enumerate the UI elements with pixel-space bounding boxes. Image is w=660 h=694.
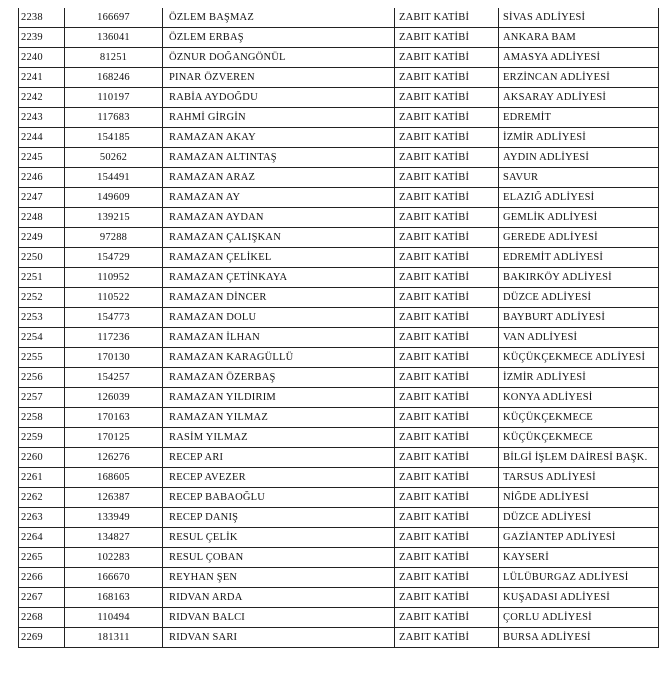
table-row	[19, 627, 659, 647]
registry-number: 133949	[65, 507, 163, 527]
registry-number: 154729	[65, 248, 163, 268]
full-name: RAMAZAN YILMAZ	[163, 407, 395, 427]
row-number: 2242	[19, 88, 65, 108]
row-number: 2252	[19, 288, 65, 308]
job-title: ZABIT KATİBİ	[395, 308, 499, 328]
table-row	[19, 48, 659, 68]
full-name: REYHAN ŞEN	[163, 567, 395, 587]
assigned-location: GEMLİK ADLİYESİ	[499, 208, 659, 228]
table-row	[19, 308, 659, 328]
registry-number: 136041	[65, 28, 163, 48]
assigned-location: ANKARA BAM	[499, 28, 659, 48]
full-name: ÖZNUR DOĞANGÖNÜL	[163, 48, 395, 68]
full-name: RAHMİ GİRGİN	[163, 108, 395, 128]
full-name: RAMAZAN DİNCER	[163, 288, 395, 308]
registry-number: 110522	[65, 288, 163, 308]
job-title: ZABIT KATİBİ	[395, 607, 499, 627]
table-row	[19, 68, 659, 88]
assigned-location: BAYBURT ADLİYESİ	[499, 308, 659, 328]
assigned-location: KÜÇÜKÇEKMECE ADLİYESİ	[499, 347, 659, 367]
table-row	[19, 487, 659, 507]
full-name: RIDVAN BALCI	[163, 607, 395, 627]
full-name: RAMAZAN YILDIRIM	[163, 387, 395, 407]
full-name: RECEP DANIŞ	[163, 507, 395, 527]
full-name: RAMAZAN ÇELİKEL	[163, 248, 395, 268]
registry-number: 134827	[65, 527, 163, 547]
row-number: 2247	[19, 188, 65, 208]
assigned-location: BİLGİ İŞLEM DAİRESİ BAŞK.	[499, 447, 659, 467]
personnel-table	[18, 8, 659, 648]
row-number: 2265	[19, 547, 65, 567]
row-number: 2256	[19, 367, 65, 387]
table-row	[19, 367, 659, 387]
assigned-location: KÜÇÜKÇEKMECE	[499, 407, 659, 427]
full-name: RIDVAN ARDA	[163, 587, 395, 607]
full-name: ÖZLEM ERBAŞ	[163, 28, 395, 48]
row-number: 2254	[19, 328, 65, 348]
registry-number: 126276	[65, 447, 163, 467]
table-row	[19, 347, 659, 367]
full-name: RIDVAN SARI	[163, 627, 395, 647]
table-row	[19, 268, 659, 288]
row-number: 2241	[19, 68, 65, 88]
full-name: RAMAZAN DOLU	[163, 308, 395, 328]
assigned-location: GAZİANTEP ADLİYESİ	[499, 527, 659, 547]
table-row	[19, 128, 659, 148]
assigned-location: BURSA ADLİYESİ	[499, 627, 659, 647]
registry-number: 110952	[65, 268, 163, 288]
full-name: ÖZLEM BAŞMAZ	[163, 8, 395, 28]
job-title: ZABIT KATİBİ	[395, 547, 499, 567]
row-number: 2257	[19, 387, 65, 407]
assigned-location: AKSARAY ADLİYESİ	[499, 88, 659, 108]
row-number: 2239	[19, 28, 65, 48]
registry-number: 126039	[65, 387, 163, 407]
table-row	[19, 208, 659, 228]
job-title: ZABIT KATİBİ	[395, 527, 499, 547]
job-title: ZABIT KATİBİ	[395, 88, 499, 108]
assigned-location: ERZİNCAN ADLİYESİ	[499, 68, 659, 88]
registry-number: 81251	[65, 48, 163, 68]
table-row	[19, 248, 659, 268]
assigned-location: EDREMİT ADLİYESİ	[499, 248, 659, 268]
full-name: RAMAZAN ÇETİNKAYA	[163, 268, 395, 288]
table-row	[19, 567, 659, 587]
registry-number: 50262	[65, 148, 163, 168]
row-number: 2264	[19, 527, 65, 547]
table-row	[19, 427, 659, 447]
job-title: ZABIT KATİBİ	[395, 347, 499, 367]
registry-number: 102283	[65, 547, 163, 567]
registry-number: 166697	[65, 8, 163, 28]
job-title: ZABIT KATİBİ	[395, 168, 499, 188]
table-row	[19, 8, 659, 28]
assigned-location: SİVAS ADLİYESİ	[499, 8, 659, 28]
job-title: ZABIT KATİBİ	[395, 367, 499, 387]
row-number: 2238	[19, 8, 65, 28]
job-title: ZABIT KATİBİ	[395, 128, 499, 148]
registry-number: 170130	[65, 347, 163, 367]
registry-number: 170163	[65, 407, 163, 427]
job-title: ZABIT KATİBİ	[395, 248, 499, 268]
registry-number: 117236	[65, 328, 163, 348]
full-name: RAMAZAN ÖZERBAŞ	[163, 367, 395, 387]
job-title: ZABIT KATİBİ	[395, 8, 499, 28]
job-title: ZABIT KATİBİ	[395, 447, 499, 467]
full-name: RECEP AVEZER	[163, 467, 395, 487]
row-number: 2267	[19, 587, 65, 607]
personnel-list-page	[18, 8, 658, 648]
row-number: 2246	[19, 168, 65, 188]
job-title: ZABIT KATİBİ	[395, 507, 499, 527]
job-title: ZABIT KATİBİ	[395, 427, 499, 447]
assigned-location: KONYA ADLİYESİ	[499, 387, 659, 407]
job-title: ZABIT KATİBİ	[395, 148, 499, 168]
assigned-location: GEREDE ADLİYESİ	[499, 228, 659, 248]
row-number: 2263	[19, 507, 65, 527]
table-row	[19, 447, 659, 467]
row-number: 2261	[19, 467, 65, 487]
table-row	[19, 527, 659, 547]
table-row	[19, 547, 659, 567]
job-title: ZABIT KATİBİ	[395, 188, 499, 208]
registry-number: 154185	[65, 128, 163, 148]
job-title: ZABIT KATİBİ	[395, 228, 499, 248]
row-number: 2268	[19, 607, 65, 627]
row-number: 2262	[19, 487, 65, 507]
full-name: RABİA AYDOĞDU	[163, 88, 395, 108]
assigned-location: AYDIN ADLİYESİ	[499, 148, 659, 168]
job-title: ZABIT KATİBİ	[395, 288, 499, 308]
assigned-location: KUŞADASI ADLİYESİ	[499, 587, 659, 607]
assigned-location: KÜÇÜKÇEKMECE	[499, 427, 659, 447]
table-row	[19, 407, 659, 427]
full-name: RESUL ÇOBAN	[163, 547, 395, 567]
row-number: 2240	[19, 48, 65, 68]
row-number: 2245	[19, 148, 65, 168]
assigned-location: ÇORLU ADLİYESİ	[499, 607, 659, 627]
full-name: RAMAZAN KARAGÜLLÜ	[163, 347, 395, 367]
job-title: ZABIT KATİBİ	[395, 487, 499, 507]
table-row	[19, 288, 659, 308]
registry-number: 168246	[65, 68, 163, 88]
row-number: 2244	[19, 128, 65, 148]
full-name: PINAR ÖZVEREN	[163, 68, 395, 88]
table-row	[19, 607, 659, 627]
assigned-location: BAKIRKÖY ADLİYESİ	[499, 268, 659, 288]
job-title: ZABIT KATİBİ	[395, 567, 499, 587]
registry-number: 149609	[65, 188, 163, 208]
full-name: RESUL ÇELİK	[163, 527, 395, 547]
job-title: ZABIT KATİBİ	[395, 627, 499, 647]
table-row	[19, 168, 659, 188]
full-name: RECEP ARI	[163, 447, 395, 467]
assigned-location: VAN ADLİYESİ	[499, 328, 659, 348]
assigned-location: AMASYA ADLİYESİ	[499, 48, 659, 68]
registry-number: 181311	[65, 627, 163, 647]
row-number: 2259	[19, 427, 65, 447]
registry-number: 110197	[65, 88, 163, 108]
full-name: RECEP BABAOĞLU	[163, 487, 395, 507]
assigned-location: DÜZCE ADLİYESİ	[499, 288, 659, 308]
job-title: ZABIT KATİBİ	[395, 268, 499, 288]
table-row	[19, 28, 659, 48]
assigned-location: İZMİR ADLİYESİ	[499, 128, 659, 148]
full-name: RAMAZAN AKAY	[163, 128, 395, 148]
job-title: ZABIT KATİBİ	[395, 328, 499, 348]
personnel-table-body	[19, 8, 659, 647]
registry-number: 154257	[65, 367, 163, 387]
table-row	[19, 188, 659, 208]
job-title: ZABIT KATİBİ	[395, 407, 499, 427]
registry-number: 139215	[65, 208, 163, 228]
registry-number: 166670	[65, 567, 163, 587]
full-name: RAMAZAN ARAZ	[163, 168, 395, 188]
assigned-location: LÜLÜBURGAZ ADLİYESİ	[499, 567, 659, 587]
assigned-location: KAYSERİ	[499, 547, 659, 567]
registry-number: 154491	[65, 168, 163, 188]
assigned-location: EDREMİT	[499, 108, 659, 128]
registry-number: 168605	[65, 467, 163, 487]
registry-number: 117683	[65, 108, 163, 128]
assigned-location: DÜZCE ADLİYESİ	[499, 507, 659, 527]
row-number: 2255	[19, 347, 65, 367]
full-name: RASİM YILMAZ	[163, 427, 395, 447]
full-name: RAMAZAN ALTINTAŞ	[163, 148, 395, 168]
registry-number: 170125	[65, 427, 163, 447]
row-number: 2266	[19, 567, 65, 587]
registry-number: 97288	[65, 228, 163, 248]
job-title: ZABIT KATİBİ	[395, 208, 499, 228]
row-number: 2249	[19, 228, 65, 248]
assigned-location: ELAZIĞ ADLİYESİ	[499, 188, 659, 208]
table-row	[19, 228, 659, 248]
assigned-location: SAVUR	[499, 168, 659, 188]
row-number: 2258	[19, 407, 65, 427]
registry-number: 110494	[65, 607, 163, 627]
row-number: 2253	[19, 308, 65, 328]
registry-number: 154773	[65, 308, 163, 328]
job-title: ZABIT KATİBİ	[395, 467, 499, 487]
full-name: RAMAZAN AYDAN	[163, 208, 395, 228]
row-number: 2269	[19, 627, 65, 647]
registry-number: 168163	[65, 587, 163, 607]
row-number: 2243	[19, 108, 65, 128]
full-name: RAMAZAN AY	[163, 188, 395, 208]
table-row	[19, 148, 659, 168]
assigned-location: NİĞDE ADLİYESİ	[499, 487, 659, 507]
assigned-location: TARSUS ADLİYESİ	[499, 467, 659, 487]
row-number: 2260	[19, 447, 65, 467]
table-row	[19, 387, 659, 407]
job-title: ZABIT KATİBİ	[395, 587, 499, 607]
table-row	[19, 108, 659, 128]
full-name: RAMAZAN ÇALIŞKAN	[163, 228, 395, 248]
row-number: 2250	[19, 248, 65, 268]
registry-number: 126387	[65, 487, 163, 507]
job-title: ZABIT KATİBİ	[395, 28, 499, 48]
full-name: RAMAZAN İLHAN	[163, 328, 395, 348]
job-title: ZABIT KATİBİ	[395, 108, 499, 128]
assigned-location: İZMİR ADLİYESİ	[499, 367, 659, 387]
table-row	[19, 88, 659, 108]
job-title: ZABIT KATİBİ	[395, 48, 499, 68]
job-title: ZABIT KATİBİ	[395, 68, 499, 88]
table-row	[19, 467, 659, 487]
table-row	[19, 328, 659, 348]
table-row	[19, 587, 659, 607]
row-number: 2248	[19, 208, 65, 228]
job-title: ZABIT KATİBİ	[395, 387, 499, 407]
row-number: 2251	[19, 268, 65, 288]
table-row	[19, 507, 659, 527]
